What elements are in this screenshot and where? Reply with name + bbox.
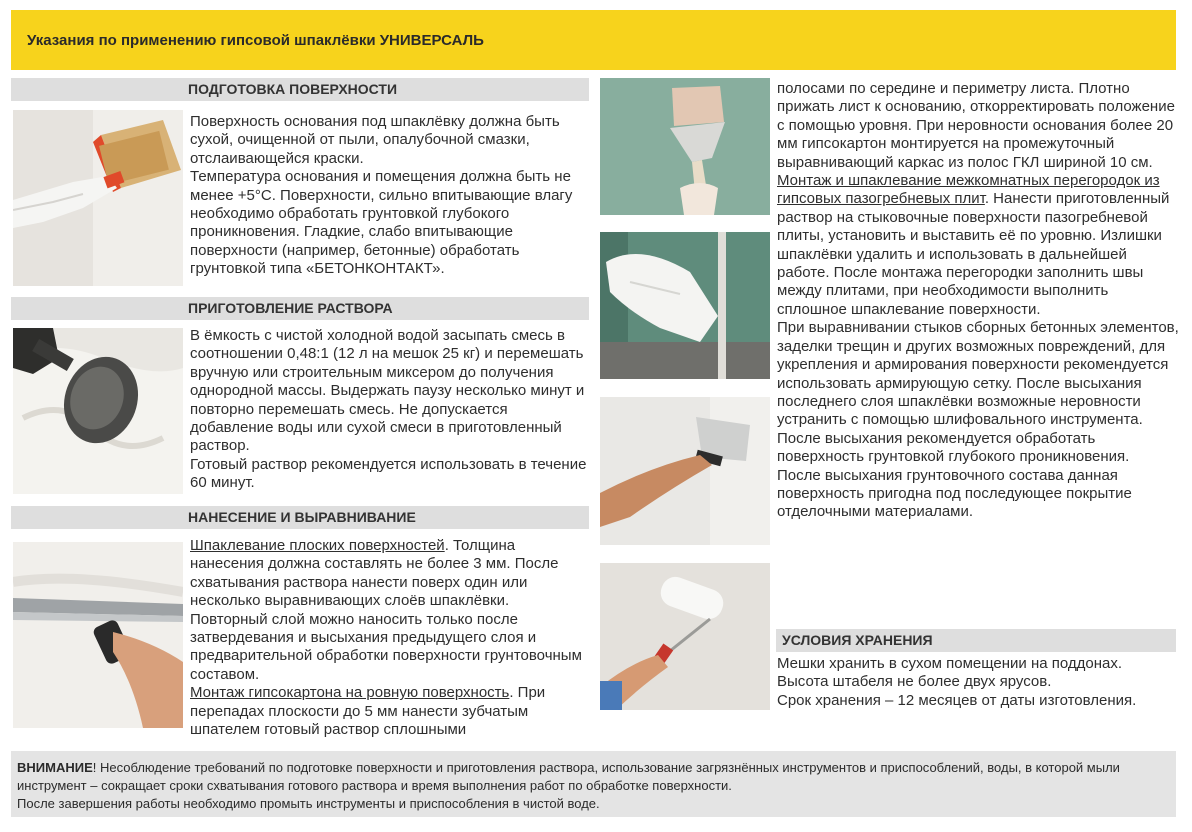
warning-box <box>11 751 1176 817</box>
photo-mixing-mortar <box>13 328 183 494</box>
section-heading-storage: УСЛОВИЯ ХРАНЕНИЯ <box>776 629 1176 652</box>
surface-paragraph-2: Температура основания и помещения должна быть не менее +5°С. Поверхности, сильно впитывающие влагу необходимо обработать грунтовкой глубокого проникновения. Гладкие, слабо впитывающие поверхности (например, бетонные) обработать грунтовкой типа «БЕТОНКОНТАКТ». <box>190 168 573 278</box>
apply-text <box>190 537 590 739</box>
warning-text: ! Несоблюдение требований по подготовке поверхности и приготовления раствора, использование загрязнённых инструментов и приспособлений, воды, в которой мыли инструмент – сокращает сроки схватывания готового раствора и время выполнения работ по обработке поверхности. <box>17 760 1120 793</box>
storage-line-1: Мешки хранить в сухом помещении на поддонах. <box>777 655 1123 672</box>
right-partition-title: Монтаж и шпаклевание межкомнатных перегородок из гипсовых пазогребневых плит <box>777 172 1160 208</box>
mortar-text <box>190 327 590 493</box>
page-title: Указания по применению гипсовой шпаклёвки УНИВЕРСАЛЬ <box>27 31 484 49</box>
photo-drywall-spatula <box>600 78 770 215</box>
mortar-paragraph-2: Готовый раствор рекомендуется использовать в течение 60 минут. <box>190 455 587 492</box>
photo-hand-spatula-wall <box>600 397 770 545</box>
apply-gkl-title: Монтаж гипсокартона на ровную поверхность <box>190 684 510 702</box>
section-heading-mortar: ПРИГОТОВЛЕНИЕ РАСТВОРА <box>11 297 589 320</box>
photo-brush-priming <box>13 110 183 286</box>
photo-glove-partition <box>600 232 770 379</box>
storage-text <box>777 655 1177 710</box>
warning-label: ВНИМАНИЕ <box>17 760 93 775</box>
storage-line-2: Высота штабеля не более двух ярусов. <box>777 673 1052 691</box>
apply-gkl-body: . При перепадах плоскости до 5 мм нанести зубчатым шпателем готовый раствор сплошными <box>190 684 546 739</box>
photo-trowel-leveling <box>13 542 183 728</box>
section-heading-surface: ПОДГОТОВКА ПОВЕРХНОСТИ <box>11 78 589 101</box>
title-bar <box>11 10 1176 70</box>
warning-paragraph <box>17 759 1170 795</box>
photo-paint-roller <box>600 563 770 710</box>
right-paragraph-3: При выравнивании стыков сборных бетонных элементов, заделки трещин и других возможных повреждений, для укрепления и армирования поверхности рекомендуется использовать армирующую сетку. После высыхания последнего слоя шпаклёвки возможные неровности устранить с помощью шлифовального инструмента. <box>777 319 1179 429</box>
right-text <box>777 80 1180 522</box>
apply-flat-body: . Толщина нанесения должна составлять не более 3 мм. После схватывания раствора нанести поверх один или несколько выравнивающих слоёв шпаклёвки. Повторный слой можно наносить только после затвердевания и высыхания предыдущего слоя и предварительной обработки поверхности грунтовочным составом. <box>190 537 582 683</box>
mortar-paragraph-1: В ёмкость с чистой холодной водой засыпать смесь в соотношении 0,48:1 (12 л на мешок 25 кг) и перемешать вручную или строительным миксером до получения однородной массы. Выдержать паузу несколько минут и повторно перемешать смесь. Не допускается добавление воды или сухой смеси в приготовленный раствор. <box>190 327 585 455</box>
right-partition-body: . Нанести приготовленный раствор на стыковочные поверхности пазогребневой плиты, установить и выставить её по уровню. Излишки шпаклёвки удалить и использовать в дальнейшей работе. После монтажа перегородки заполнить швы между плитами, при необходимости выполнить сплошное шпаклевание поверхности. <box>777 190 1170 318</box>
warning-paragraph-2: После завершения работы необходимо промыть инструменты и приспособления в чистой воде. <box>17 796 600 811</box>
apply-flat-paragraph <box>190 537 590 684</box>
right-paragraph-1: полосами по середине и периметру листа. Плотно прижать лист к основанию, откорректировать положение с помощью уровня. При неровности основания более 20 мм гипсокартон монтируется на промежуточный выравнивающий каркас из полос ГКЛ шириной 10 см. <box>777 80 1175 171</box>
apply-flat-title: Шпаклевание плоских поверхностей <box>190 537 445 554</box>
right-partition-paragraph <box>777 172 1180 319</box>
right-paragraph-5: После высыхания грунтовочного состава данная поверхность пригодна под последующее покрытие отделочными материалами. <box>777 466 1132 521</box>
surface-text <box>190 113 588 279</box>
surface-paragraph-1: Поверхность основания под шпаклёвку должна быть сухой, очищенной от пыли, опалубочной смазки, отслаивающейся краски. <box>190 113 560 167</box>
section-heading-apply: НАНЕСЕНИЕ И ВЫРАВНИВАНИЕ <box>11 506 589 529</box>
storage-line-3: Срок хранения – 12 месяцев от даты изготовления. <box>777 691 1137 709</box>
apply-gkl-paragraph <box>190 684 590 739</box>
right-paragraph-4: После высыхания рекомендуется обработать поверхность грунтовкой глубокого проникновения. <box>777 429 1130 466</box>
